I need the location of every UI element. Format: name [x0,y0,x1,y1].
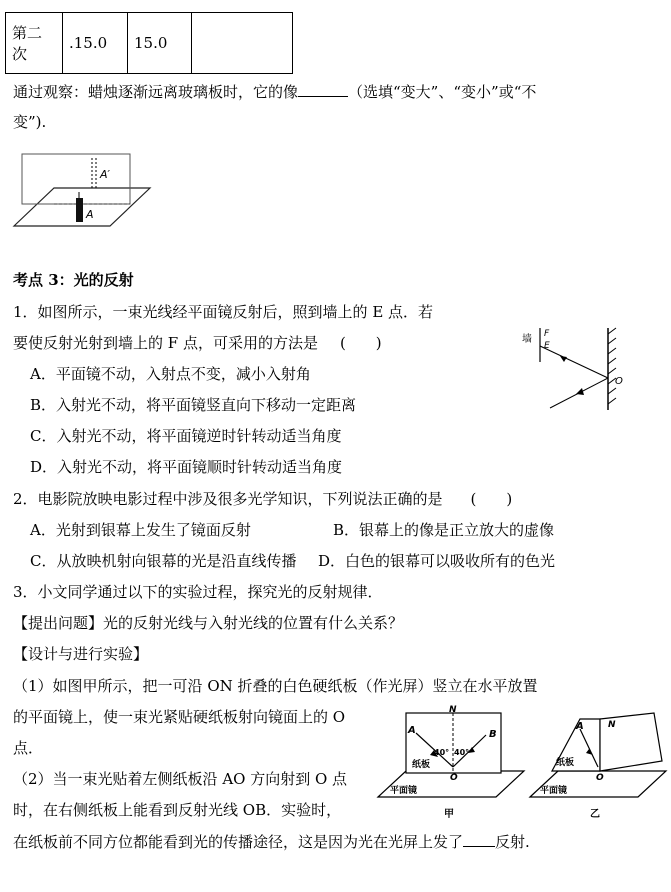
q3-stem: 3．小文同学通过以下的实验过程，探究光的反射规律． [13,583,383,601]
reflected-ray [540,346,608,378]
q3-p2-line3 [13,832,530,852]
q1-option-a: A．平面镜不动，入射点不变，减小入射角 [30,365,311,383]
q3-question: 【提出问题】光的反射光线与入射光线的位置有什么关系？ [13,614,404,632]
candle [76,198,83,222]
board-label: 纸板 [412,760,431,770]
angle-left-label: 40° [434,748,450,757]
label-n: N [449,705,457,715]
section-title: 考点 3：光的反射 [13,271,134,289]
q2-option-a: A．光射到银幕上发生了镜面反射 [30,521,251,539]
q1-option-c: C．入射光不动，将平面镜逆时针转动适当角度 [30,427,342,445]
q2-paren: ( ) [470,490,513,508]
board-label: 纸板 [556,758,575,768]
q1-line1: 1．如图所示，一束光线经平面镜反射后，照到墙上的 E 点．若 [13,303,434,321]
q1-stem: 要使反射光射到墙上的 F 点，可采用的方法是 [13,334,318,352]
q3-p1-line3: 点． [13,739,44,757]
table-row [6,13,293,74]
caption-jia: 甲 [444,809,454,820]
mirror-label: 平面镜 [390,786,418,796]
e-label: E [544,341,550,351]
incident-arrow [576,388,584,395]
figure-yi [528,705,668,823]
q2-option-d: D．白色的银幕可以吸收所有的色光 [318,552,556,570]
o-label: O [615,376,623,387]
mirror-label: 平面镜 [540,786,568,796]
q2-option-c: C．从放映机射向银幕的光是沿直线传播 [30,552,297,570]
f-label: F [544,329,550,339]
label-a-prime: A′ [100,168,111,181]
q1-option-b: B．入射光不动，将平面镜竖直向下移动一定距离 [30,396,357,414]
observation-line1 [13,82,536,102]
row-label-line1: 第二 [12,24,43,42]
q3-p2-line1: （2）当一束光贴着左侧纸板沿 AO 方向射到 O 点 [13,770,348,788]
q3-p2-line3-suffix: 反射. [495,833,530,851]
table-cell-2: 15.0 [128,13,192,74]
wall-mirror-figure [520,322,635,414]
observation-line2: 变”). [13,113,47,131]
q2-stem-line [13,489,512,509]
q3-p1-line2: 的平面镜上，使一束光紧贴硬纸板射向镜面上的 O [13,708,346,726]
label-a: A [86,208,94,221]
wall-label: 墙 [522,334,532,345]
answer-blank [298,82,348,97]
q3-p2-line2: 时，在右侧纸板上能看到反射光线 OB．实验时， [13,801,342,819]
label-o: O [450,773,458,783]
reflected-arrow [560,356,567,362]
q1-line2 [13,333,382,353]
observation-prefix: 通过观察：蜡烛逐渐远离玻璃板时，它的像 [13,83,299,101]
answer-blank [463,832,495,847]
observation-suffix: （选填“变大”、“变小”或“不 [348,83,537,101]
q1-option-d: D．入射光不动，将平面镜顺时针转动适当角度 [30,458,343,476]
q3-p2-line3-prefix: 在纸板前不同方位都能看到光的传播途径，这是因为光在光屏上发了 [13,833,464,851]
angle-right-label: 40° [454,748,470,757]
table-cell-1: .15.0 [63,13,128,74]
caption-yi: 乙 [590,809,600,820]
table-row-label [6,13,63,74]
q3-design: 【设计与进行实验】 [13,645,149,663]
wall-hatching [608,328,616,404]
q1-paren: ( ) [339,334,382,352]
label-o: O [596,773,604,783]
figure-jia [376,705,526,823]
label-a: A [576,721,584,732]
label-b: B [489,729,497,740]
data-table [5,12,293,74]
q3-p1-line1: （1）如图甲所示，把一可沿 ON 折叠的白色硬纸板（作光屏）竖立在水平放置 [13,677,538,695]
q2-stem: 2．电影院放映电影过程中涉及很多光学知识，下列说法正确的是 [13,490,443,508]
label-a: A [408,725,416,736]
table-cell-3 [192,13,293,74]
q2-option-b: B．银幕上的像是正立放大的虚像 [333,521,555,539]
glass-plate [22,154,130,204]
label-n: N [608,720,616,730]
candle-mirror-figure [12,148,152,233]
row-label-line2: 次 [12,45,28,63]
